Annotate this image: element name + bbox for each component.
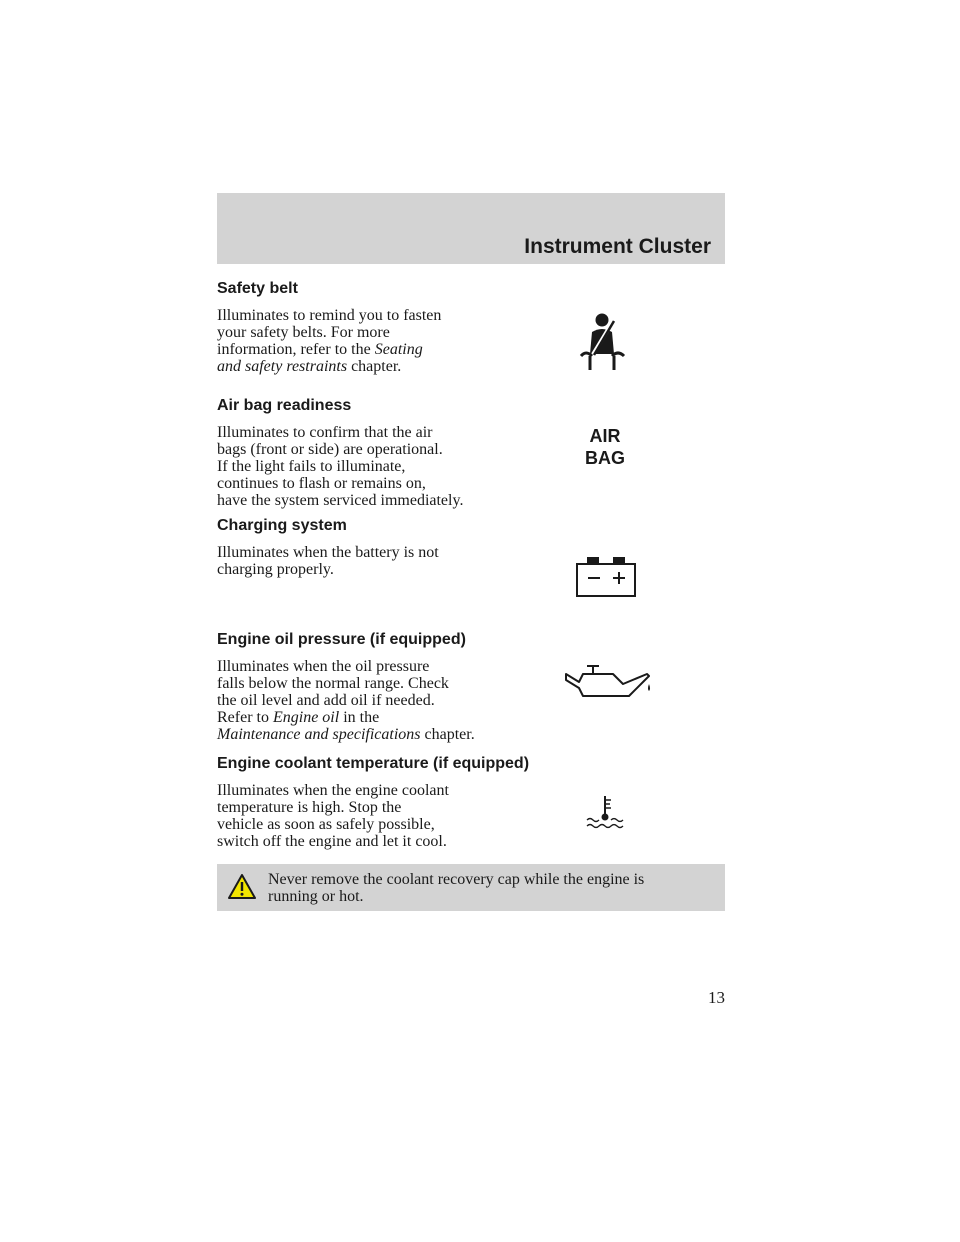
section-coolant bbox=[217, 754, 530, 850]
heading-safety-belt: Safety belt bbox=[217, 280, 298, 297]
battery-icon bbox=[575, 556, 637, 598]
section-safety-belt bbox=[217, 279, 517, 375]
page-title: Instrument Cluster bbox=[524, 235, 711, 258]
warning-box bbox=[217, 864, 725, 911]
air-bag-indicator-icon: AIR BAG bbox=[585, 426, 625, 468]
section-air-bag bbox=[217, 396, 517, 509]
body-coolant: Illuminates when the engine coolant temperature is high. Stop the vehicle as soon as safely possible, switch off the engine and let it cool. bbox=[217, 782, 449, 850]
oil-can-icon bbox=[563, 664, 659, 704]
body-safety-belt: Illuminates to remind you to fasten your safety belts. For more information, refer to the Seating and safety restraints chapter. bbox=[217, 307, 442, 375]
section-charging bbox=[217, 516, 517, 578]
warning-triangle-icon bbox=[227, 873, 257, 900]
heading-oil: Engine oil pressure (if equipped) bbox=[217, 631, 466, 648]
page-number: 13 bbox=[708, 988, 725, 1007]
seat-belt-icon bbox=[578, 312, 628, 372]
header-band bbox=[217, 193, 725, 264]
heading-coolant: Engine coolant temperature (if equipped) bbox=[217, 755, 530, 772]
heading-charging: Charging system bbox=[217, 517, 347, 534]
section-oil bbox=[217, 630, 517, 743]
body-oil: Illuminates when the oil pressure falls below the normal range. Check the oil level and add oil if needed. Refer to Engine oil in the Maintenance and specifications chapter. bbox=[217, 658, 475, 743]
body-air-bag: Illuminates to confirm that the air bags (front or side) are operational. If the light fails to illuminate, continues to flash or remains on, have the system serviced immediately. bbox=[217, 424, 464, 509]
heading-air-bag: Air bag readiness bbox=[217, 397, 352, 414]
coolant-temperature-icon bbox=[585, 794, 627, 830]
body-charging: Illuminates when the battery is not charging properly. bbox=[217, 544, 439, 578]
warning-text: Never remove the coolant recovery cap while the engine is running or hot. bbox=[268, 871, 645, 905]
